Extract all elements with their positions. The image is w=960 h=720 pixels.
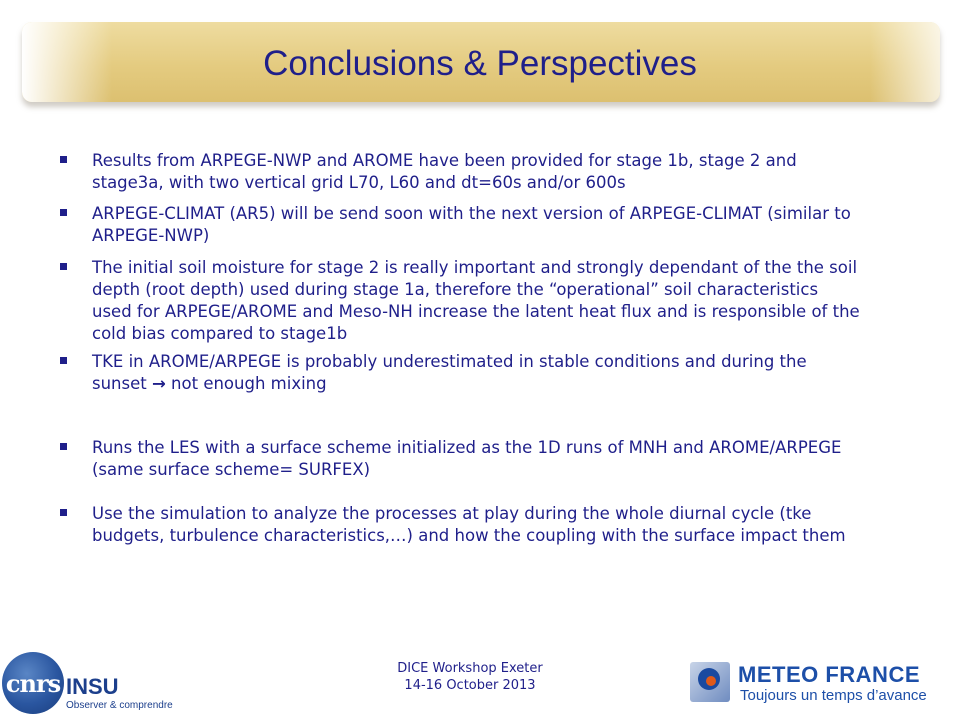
meteo-france-name: METEO FRANCE <box>738 662 920 687</box>
bullet-marker <box>60 509 67 516</box>
bullet-item <box>60 203 860 247</box>
footer-dates: 14-16 October 2013 <box>404 678 536 693</box>
bullet-text: Results from ARPEGE-NWP and AROME have been provided for stage 1b, stage 2 and stage3a, with two vertical grid L70, L60 and dt=60s and/or 600s <box>92 151 797 192</box>
bullet-item <box>60 351 860 395</box>
insu-subtitle: Observer & comprendre <box>66 700 173 711</box>
meteo-france-logo <box>690 660 950 708</box>
bullet-text: TKE in AROME/ARPEGE is probably underestimated in stable conditions and during the sunset <box>92 352 807 393</box>
bullet-marker <box>60 263 67 270</box>
bullet-text: Runs the LES with a surface scheme initialized as the 1D runs of MNH and AROME/ARPEGE (same surface scheme= SURFEX) <box>92 438 842 479</box>
meteo-france-tagline: Toujours un temps d’avance <box>740 687 927 704</box>
bullet-item <box>60 503 860 547</box>
bullet-text: The initial soil moisture for stage 2 is really important and strongly dependant of the the soil depth (root depth) used during stage 1a, therefore the “operational” soil characteristics used for ARPEGE/AROME and Meso-NH increase the latent heat flux and is responsible of the cold bias compared to stage1b <box>92 258 860 343</box>
arrow-icon: → <box>151 374 166 393</box>
bullet-list <box>60 150 860 547</box>
bullet-text: Use the simulation to analyze the processes at play during the whole diurnal cycle (tke budgets, turbulence characteristics,…) and how the coupling with the surface impact them <box>92 504 846 545</box>
bullet-item <box>60 437 860 481</box>
bullet-text: not enough mixing <box>165 374 327 393</box>
bullet-item <box>60 150 860 194</box>
meteo-france-emblem-icon <box>690 662 730 702</box>
insu-logo-text: INSU <box>66 674 119 699</box>
footer-event: DICE Workshop Exeter <box>397 661 543 676</box>
cnrs-logo-mark: cnrs <box>2 652 64 714</box>
cnrs-insu-logo <box>0 646 173 720</box>
bullet-marker <box>60 357 67 364</box>
bullet-item <box>60 257 860 345</box>
bullet-marker <box>60 156 67 163</box>
bullet-marker <box>60 443 67 450</box>
slide-title: Conclusions & Perspectives <box>263 44 697 83</box>
footer <box>355 660 585 694</box>
bullet-text: ARPEGE-CLIMAT (AR5) will be send soon with the next version of ARPEGE-CLIMAT (similar to ARPEGE-NWP) <box>92 204 851 245</box>
bullet-marker <box>60 209 67 216</box>
